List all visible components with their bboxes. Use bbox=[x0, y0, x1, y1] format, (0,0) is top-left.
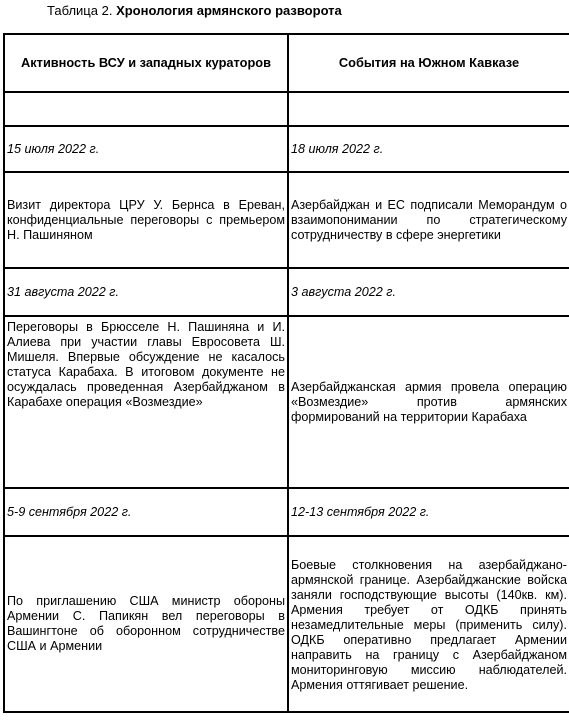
table-row bbox=[4, 172, 569, 268]
event-cell: По приглашению США министр обороны Армении С. Папикян вел переговоры в Вашингтоне об оборонном сотрудничестве США и Армении bbox=[4, 536, 288, 712]
table-row bbox=[4, 92, 569, 126]
chronology-table bbox=[3, 33, 569, 713]
date-cell: 5-9 сентября 2022 г. bbox=[4, 488, 288, 536]
event-cell: Азербайджанская армия провела операцию «Возмездие» против армянских формирований на территории Карабаха bbox=[288, 316, 569, 488]
date-cell: 3 августа 2022 г. bbox=[288, 268, 569, 316]
table-row bbox=[4, 126, 569, 172]
event-cell: Переговоры в Брюсселе Н. Пашиняна и И. Алиева при участии главы Евросовета Ш. Мишеля. Впервые обсуждение не касалось статуса Карабаха. В итоговом документе не осуждалась проведенная Азербайджаном в Карабахе операция «Возмездие» bbox=[4, 316, 288, 488]
event-cell: Визит директора ЦРУ У. Бернса в Ереван, конфиденциальные переговоры с премьером Н. Пашиняном bbox=[4, 172, 288, 268]
table-cell bbox=[4, 92, 288, 126]
table-row bbox=[4, 488, 569, 536]
table-row bbox=[4, 536, 569, 712]
header-row bbox=[4, 34, 569, 92]
date-cell: 12-13 сентября 2022 г. bbox=[288, 488, 569, 536]
event-cell: Боевые столкновения на азербайджано-армянской границе. Азербайджанские войска заняли господствующие высоты (140кв. км). Армения требует от ОДКБ принять незамедлительные меры (применить силу). ОДКБ оперативно предлагает Армении направить на границу с Азербайджаном мониторинговую миссию наблюдателей. Армения оттягивает решение. bbox=[288, 536, 569, 712]
table-row bbox=[4, 316, 569, 488]
date-cell: 15 июля 2022 г. bbox=[4, 126, 288, 172]
header-cell-south-caucasus: События на Южном Кавказе bbox=[288, 34, 569, 92]
date-cell: 31 августа 2022 г. bbox=[4, 268, 288, 316]
event-cell: Азербайджан и ЕС подписали Меморандум о взаимопонимании по стратегическому сотрудничеству в сфере энергетики bbox=[288, 172, 569, 268]
table-row bbox=[4, 268, 569, 316]
header-cell-ukraine-west: Активность ВСУ и западных кураторов bbox=[4, 34, 288, 92]
caption-title: Хронология армянского разворота bbox=[116, 3, 342, 18]
date-cell: 18 июля 2022 г. bbox=[288, 126, 569, 172]
caption-prefix: Таблица 2. bbox=[47, 3, 113, 18]
table-caption bbox=[47, 3, 342, 19]
table-cell bbox=[288, 92, 569, 126]
